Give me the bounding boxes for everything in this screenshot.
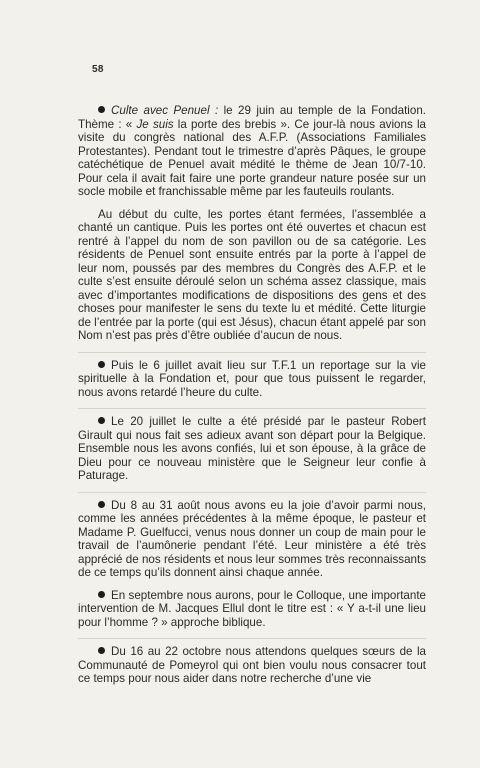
paragraph-title: Culte avec Penuel : [111,104,219,117]
bullet-icon [98,106,105,113]
paragraph-quote: Je suis [132,117,178,131]
paragraph-tf1 [78,352,426,400]
paragraph-text: Du 8 au 31 août nous avons eu la joie d’avoir parmi nous, comme les années précédentes à la même époque, le pasteur et Madame P. Guelfucci, venus nous donner un coup de main pour le travail de l’aumônerie pendant l’été. Leur ministère a été très apprécié de nos résidents et nous leur sommes très reconnaissants de ce temps qu’ils donnent ainsi chaque année. [78,498,426,579]
paragraph-text: En septembre nous aurons, pour le Colloque, une importante intervention de M. Jacques Ellul dont le titre est : « Y a-t-il une lieu pour l’homme ? » approche biblique. [78,588,426,629]
paragraph-debut-culte [78,208,426,343]
bullet-icon [98,647,105,654]
paragraph-text: Le 20 juillet le culte a été présidé par le pasteur Robert Girault qui nous fait ses adieux avant son départ pour la Belgique. Ensemble nous les avons confiés, lui et son épouse, à la grâce de Dieu pour ce nouveau ministère que le Seigneur leur confie à Paturage. [78,415,426,482]
paragraph-octobre [78,638,426,686]
body-text [78,104,426,695]
paragraph-text: la porte des brebis ». Ce jour-là nous avions la visite du congrès national des A.F.P. (Associations Familiales Protestantes). Pendant tout le trimestre d’après Pâques, le groupe catéchétique de Penuel avait médité le thème de Jean 10/7-10. Pour cela il avait fait faire une porte grandeur nature posée sur un socle mobile et franchissable même par les fauteuils roulants. [78,117,427,198]
paragraph-aout [78,492,426,580]
paragraph-text: Au début du culte, les portes étant fermées, l’assemblée a chanté un cantique. Puis les portes ont été ouvertes et chacun est rentré à l’appel du nom de son pavillon ou de sa catégorie. Les résidents de Penuel sont ensuite entrés par la porte à l’appel de leur nom, poussés par des membres du Congrès des A.F.P. et le culte s’est ensuite déroulé selon un schéma assez classique, mais avec d’importantes modifications de dispositions des gens et des choses pour manifester le sens du texte lu et médité. Cette liturgie de l’entrée par la porte (qui est Jésus), chacun étant appelé par son Nom n’est pas près d’être oubliée d’aucun de nous. [78,207,426,342]
bullet-icon [98,417,105,424]
bullet-icon [98,591,105,598]
paragraph-text: Du 16 au 22 octobre nous attendons quelques sœurs de la Communauté de Pomeyrol qui ont bien voulu nous consacrer tout ce temps pour nous aider dans notre recherche d’une vie [78,645,426,685]
paragraph-septembre [78,589,426,630]
page-number: 58 [92,64,104,75]
paragraph-culte-penuel [78,104,426,199]
paragraph-20-juillet [78,408,426,483]
bullet-icon [98,501,105,508]
paragraph-text: le 29 juin au temple de la Fondation. Thème : « [78,104,426,131]
bullet-icon [98,361,105,368]
paragraph-text: Puis le 6 juillet avait lieu sur T.F.1 un reportage sur la vie spirituelle à la Fondation et, pour que tous puissent le regarder, nous avons retardé l’heure du culte. [78,358,426,399]
